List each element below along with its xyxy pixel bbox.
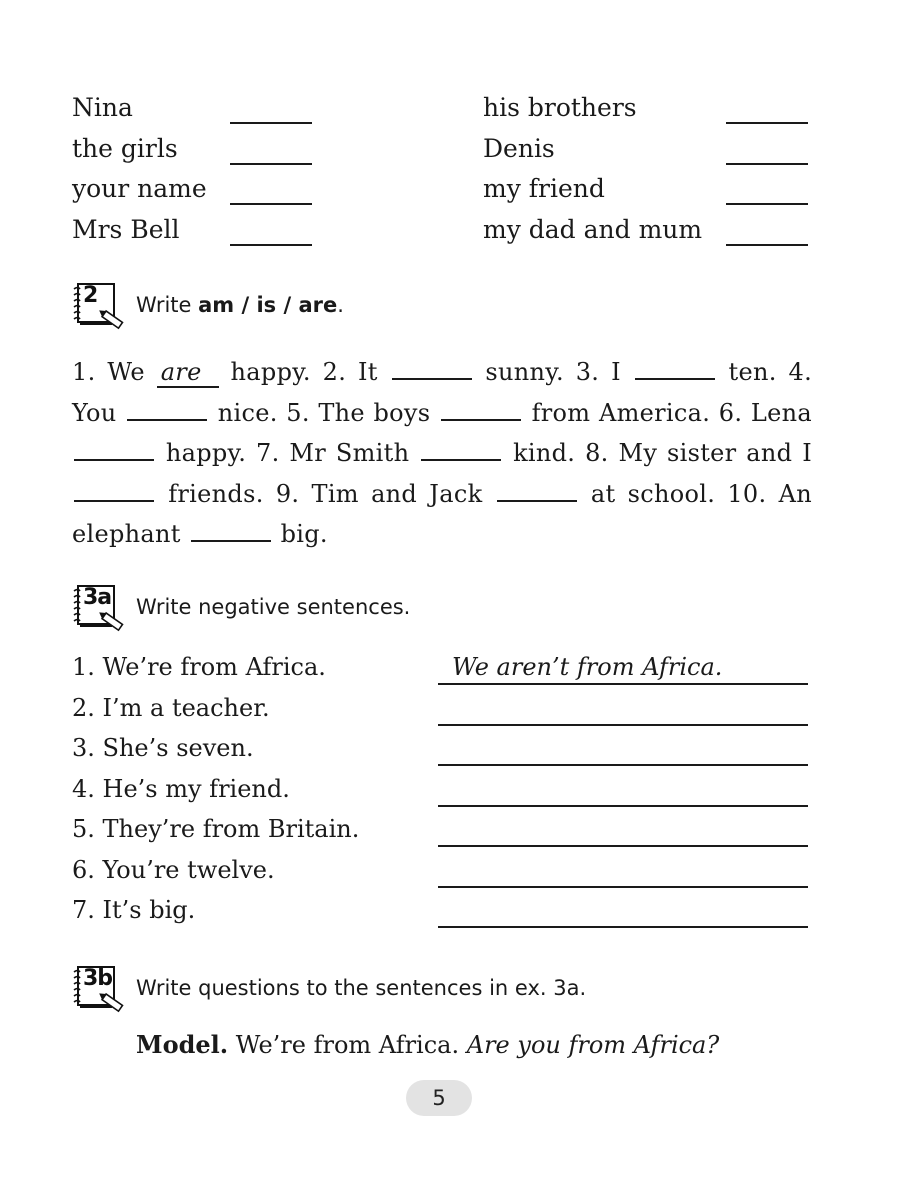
exercise3a-row <box>72 896 812 937</box>
answer-blank[interactable] <box>230 244 312 246</box>
exercise3b-title: Write questions to the sentences in ex. 3a. <box>136 976 587 1000</box>
exercise1-subject-right: his brothers <box>483 93 637 122</box>
exercise2-title-prefix: Write <box>136 293 199 317</box>
exercise1-subject-right: my dad and mum <box>483 214 703 244</box>
answer-blank[interactable] <box>230 122 312 124</box>
notebook-pencil-icon <box>72 582 124 632</box>
page-number: 5 <box>406 1080 472 1116</box>
answer-blank[interactable] <box>74 480 154 502</box>
exercise2-title <box>136 293 344 317</box>
exercise1-row <box>72 134 812 175</box>
exercise3a-row <box>72 694 812 735</box>
exercise3a-row <box>72 653 812 694</box>
answer-line[interactable] <box>438 724 808 726</box>
answer-blank[interactable] <box>726 122 808 124</box>
answer-blank[interactable] <box>441 399 521 421</box>
exercise1-grid <box>72 93 812 255</box>
answer-blank[interactable] <box>726 203 808 205</box>
exercise2-fragment: friends. 9. Tim and Jack <box>168 479 483 508</box>
model-answer: are <box>157 358 219 388</box>
exercise1-subject-left: your name <box>72 174 207 203</box>
answer-blank[interactable] <box>230 163 312 165</box>
exercise2-fragment: 6. Lena <box>718 398 812 427</box>
exercise3b-number: 3b <box>83 966 113 991</box>
model-answer: We aren’t from Africa. <box>452 653 723 681</box>
model-label: Model. <box>136 1030 229 1059</box>
exercise2-title-suffix: . <box>337 293 344 317</box>
exercise3a-sentence: 4. He’s my friend. <box>72 774 290 803</box>
exercise3a-sentence: 3. She’s seven. <box>72 734 254 762</box>
exercise1-subject-left: Nina <box>72 93 133 122</box>
exercise2-fragment: sunny. 3. I <box>485 358 621 386</box>
answer-blank[interactable] <box>392 358 472 380</box>
exercise2-fragment: ten. <box>728 358 777 386</box>
notebook-pencil-icon <box>72 963 124 1013</box>
notebook-pencil-icon <box>72 280 124 330</box>
answer-blank[interactable] <box>726 244 808 246</box>
exercise1-row <box>72 174 812 215</box>
exercise3a-sentence: 2. I’m a teacher. <box>72 693 270 722</box>
answer-blank[interactable] <box>191 520 271 542</box>
answer-blank[interactable] <box>497 480 577 502</box>
exercise3a-sentence: 1. We’re from Africa. <box>72 653 326 681</box>
answer-blank[interactable] <box>726 163 808 165</box>
exercise3a-header <box>72 582 410 632</box>
answer-blank[interactable] <box>635 358 715 380</box>
exercise3a-number: 3a <box>83 585 112 610</box>
answer-line[interactable] <box>438 845 808 847</box>
exercise1-row <box>72 215 812 256</box>
exercise3b-model <box>136 1030 719 1059</box>
exercise2-fragment: happy. 7. Mr Smith <box>165 439 410 467</box>
exercise1-subject-left: Mrs Bell <box>72 214 180 244</box>
exercise2-fragment: at school. 10. An elephant <box>72 479 812 548</box>
exercise2-fragment: big. <box>280 520 328 548</box>
exercise3a-row <box>72 734 812 775</box>
exercise1-row <box>72 93 812 134</box>
answer-line[interactable] <box>438 805 808 807</box>
answer-line[interactable] <box>438 926 808 928</box>
exercise2-fragment: happy. 2. It <box>230 358 378 386</box>
answer-blank[interactable] <box>421 439 501 461</box>
exercise3a-row <box>72 856 812 897</box>
exercise3a-row <box>72 775 812 816</box>
answer-blank[interactable] <box>230 203 312 205</box>
answer-blank[interactable] <box>127 399 207 421</box>
model-answer: Are you from Africa? <box>466 1031 720 1059</box>
exercise1-subject-left: the girls <box>72 133 178 163</box>
exercise2-fragment: nice. 5. The boys <box>217 398 431 427</box>
model-sentence: We’re from Africa. <box>235 1031 460 1059</box>
exercise3a-title: Write negative sentences. <box>136 595 411 619</box>
exercise2-title-bold: am / is / are <box>198 293 338 317</box>
exercise3a-sentence: 5. They’re from Britain. <box>72 815 360 843</box>
exercise2-fragment: from America. <box>531 398 711 427</box>
answer-line[interactable] <box>438 886 808 888</box>
exercise2-fragment: 1. We <box>72 358 145 386</box>
exercise2-text <box>72 352 812 555</box>
exercise1-subject-right: my friend <box>483 174 605 203</box>
exercise2-number: 2 <box>83 283 98 308</box>
exercise2-header <box>72 280 344 330</box>
exercise2-fragment: 4. You <box>72 358 813 427</box>
exercise3a-sentence: 6. You’re twelve. <box>72 855 275 884</box>
exercise1-subject-right: Denis <box>483 133 555 163</box>
answer-line[interactable] <box>438 764 808 766</box>
exercise3a-row <box>72 815 812 856</box>
answer-line <box>438 683 808 685</box>
exercise2-fragment: kind. 8. My sister and I <box>513 439 812 467</box>
exercise3a-list <box>72 653 812 937</box>
exercise3b-header <box>72 963 586 1013</box>
exercise3a-sentence: 7. It’s big. <box>72 896 196 924</box>
answer-blank[interactable] <box>74 439 154 461</box>
